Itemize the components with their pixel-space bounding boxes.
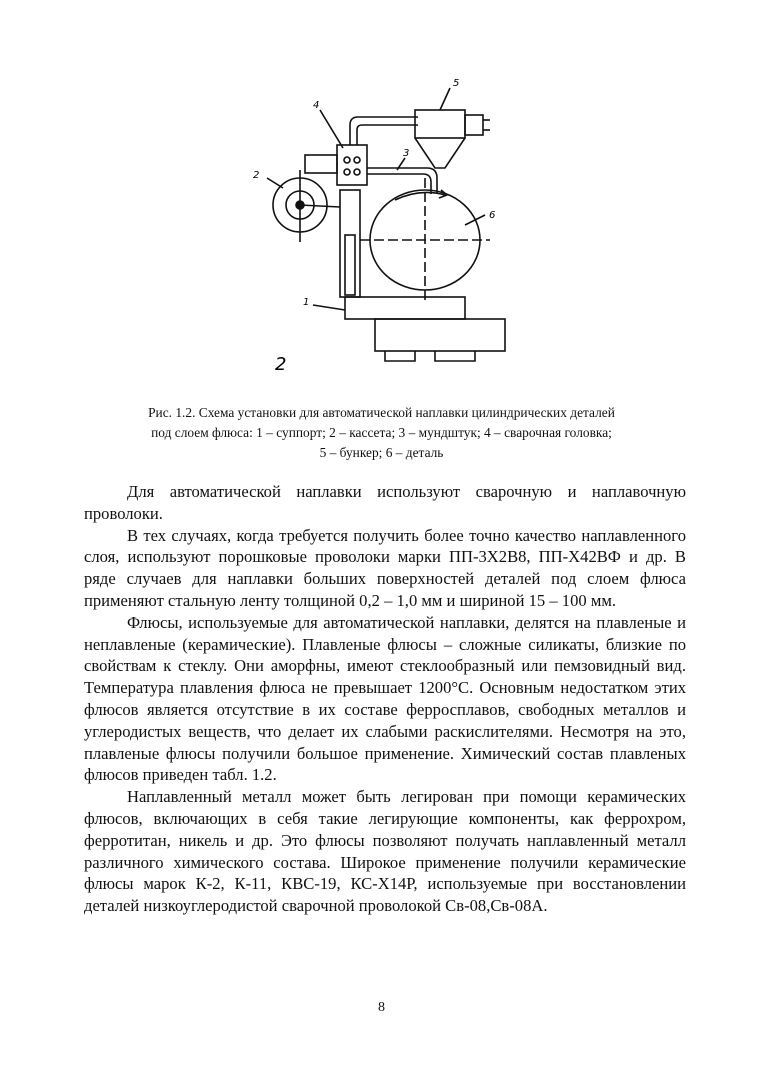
label-4: 4	[313, 100, 320, 111]
paragraph: Для автоматической наплавки используют сварочную и наплавочную проволоки.	[84, 482, 686, 523]
label-3: 3	[403, 148, 410, 159]
page-number: 8	[378, 1000, 385, 1015]
paragraph: Флюсы, используемые для автоматической наплавки, делятся на плавленые и неплавленые (керамические). Плавленые флюсы – сложные силикаты, близкие по свойствам к стеклу. Они аморфны, имеют стеклообразный или пемзовидный вид. Температура плавления флюса не превышает 1200°С. Основным недостатком этих флюсов является отсутствие в их составе ферросплавов, свободных металлов и углеродистых веществ, что делает их слабыми раскислителями. Несмотря на это, плавленые флюсы получили большое применение. Химический состав плавленых флюсов приведен табл. 1.2.	[84, 612, 686, 785]
label-2: 2	[253, 170, 260, 181]
support-base	[345, 297, 465, 319]
welding-setup-figure	[245, 60, 535, 390]
label-1: 1	[303, 297, 310, 308]
welding-setup-drawing	[245, 60, 535, 390]
corner-mark: 2	[275, 354, 287, 375]
column	[340, 190, 360, 297]
paragraph: В тех случаях, когда требуется получить более точно качество наплавленного слоя, используют порошковые проволоки марки ПП-3Х2В8, ПП-Х42ВФ и др. В ряде случаев для наплавки больших поверхностей деталей под слоем флюса применяют стальную ленту толщиной 0,2 – 1,0 мм и шириной 15 – 100 мм.	[84, 525, 686, 610]
paragraph: Наплавленный металл может быть легирован при помощи керамических флюсов, включающих в себя такие легирующие компоненты, как феррохром, ферротитан, никель и др. Это флюсы позволяют получать наплавленный металл различного химического состава. Широкое применение получили керамические флюсы марок К-2, К-11, КВС-19, КС-Х14Р, используемые при восстановлении деталей низкоуглеродистой сварочной проволокой Св-08,Св-08А.	[84, 787, 686, 916]
label-6: 6	[489, 210, 496, 221]
bunker	[415, 110, 465, 138]
caption-line: Рис. 1.2. Схема установки для автоматической наплавки цилиндрических деталей	[148, 405, 615, 420]
base-rail	[375, 319, 505, 351]
figure-caption	[70, 403, 693, 463]
body-text	[84, 481, 686, 917]
caption-line: под слоем флюса: 1 – суппорт; 2 – кассета; 3 – мундштук; 4 – сварочная головка;	[151, 425, 612, 440]
caption-line: 5 – бункер; 6 – деталь	[319, 445, 444, 460]
welding-head	[337, 145, 367, 185]
label-5: 5	[453, 78, 460, 89]
